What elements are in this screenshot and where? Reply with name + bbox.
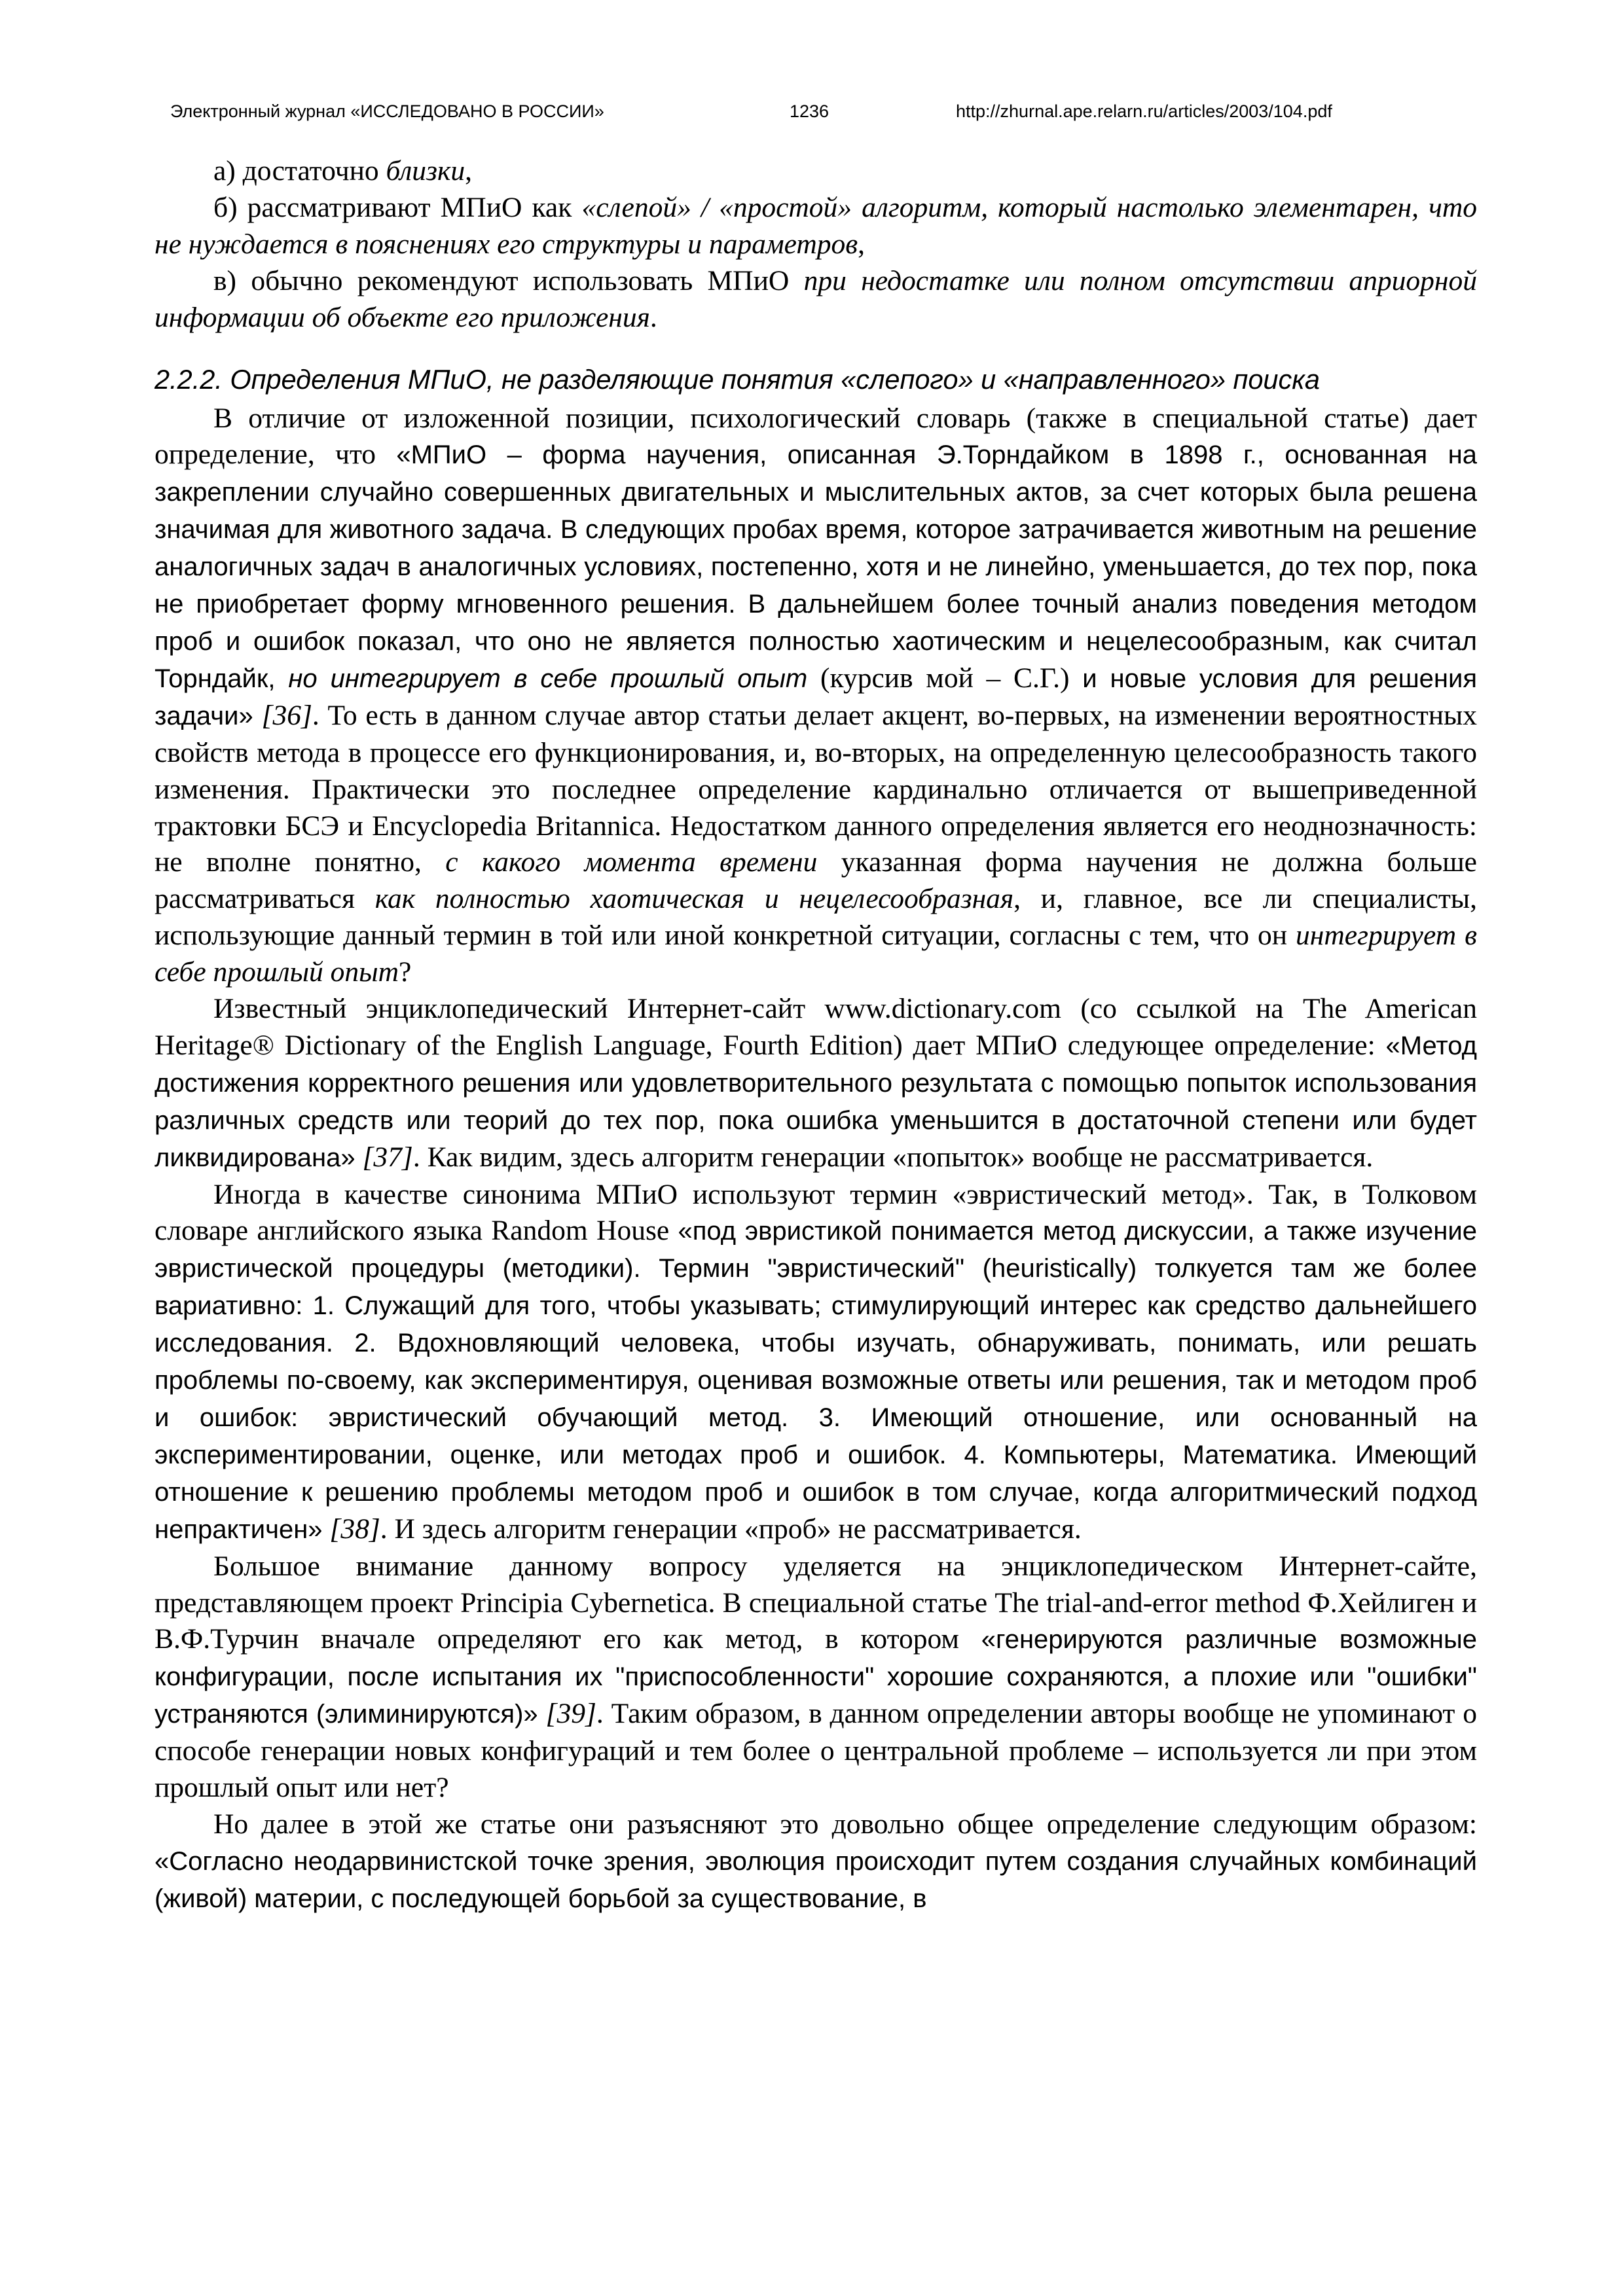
quote: и новые условия для решения задачи» (155, 664, 1477, 730)
paragraph-principia-cybernetica: Большое внимание данному вопросу уделяется на энциклопедическом Интернет-сайте, представляющем проект Principia Cybernetica. В специальной статье The trial-and-error method Ф.Хейлиген и В.Ф.Турчин вначале определяют его как метод, в котором «генерируются различные возможные конфигурации, после испытания их "приспособленности" хорошие сохраняются, а плохие или "ошибки" устраняются (элиминируются)» [39]. Таким образом, в данном определении авторы вообще не упоминают о способе генерации новых конфигураций и тем более о центральной проблеме – используется ли при этом прошлый опыт или нет? (155, 1550, 1477, 1804)
citation: [39] (545, 1698, 596, 1730)
paragraph-dictionary-com: Известный энциклопедический Интернет-сайт www.dictionary.com (со ссылкой на The American Heritage® Dictionary of the English Language, Fourth Edition) дает МПиО следующее определение: «Метод достижения корректного решения или удовлетворительного результата с помощью попыток использования различных средств или теорий до тех пор, пока ошибка уменьшится в достаточной степени или будет ликвидирована» [37]. Как видим, здесь алгоритм генерации «попыток» вообще не рассматривается. (155, 993, 1477, 1173)
list-item-c: в) обычно рекомендуют использовать МПиО при недостатке или полном отсутствии априорной информации об объекте его приложения. (155, 264, 1477, 333)
quote: «МПиО – форма научения, описанная Э.Торндайком в 1898 г., основанная на закреплении случайно совершенных двигательных и мыслительных актов, за счет которых была решена значимая для животного задача. В следующих пробах время, которое затрачивается животным на решение аналогичных задач в аналогичных условиях, постепенно, хотя и не линейно, уменьшается, до тех пор, пока не приобретает форму мгновенного решения. В дальнейшем более точный анализ поведения методом проб и ошибок показал, что оно не является полностью хаотическим и нецелесообразным, как считал Торндайк, (155, 440, 1477, 693)
page-header (170, 98, 1453, 124)
list-item-a: а) достаточно близки, (213, 155, 472, 187)
citation: [36] (261, 699, 312, 731)
citation: [38] (329, 1513, 380, 1545)
article-url: http://zhurnal.ape.relarn.ru/articles/2003/104.pdf (956, 101, 1332, 121)
paragraph-neodarwinist: Но далее в этой же статье они разъясняют это довольно общее определение следующим образом: «Согласно неодарвинистской точке зрения, эволюция происходит путем создания случайных комбинаций (живой) материи, с последующей борьбой за существование, в (155, 1808, 1477, 1913)
paragraph-psych-dictionary: В отличие от изложенной позиции, психологический словарь (также в специальной статье) дает определение, что «МПиО – форма научения, описанная Э.Торндайком в 1898 г., основанная на закреплении случайно совершенных двигательных и мыслительных актов, за счет которых была решена значимая для животного задача. В следующих пробах время, которое затрачивается животным на решение аналогичных задач в аналогичных условиях, постепенно, хотя и не линейно, уменьшается, до тех пор, пока не приобретает форму мгновенного решения. В дальнейшем более точный анализ поведения методом проб и ошибок показал, что оно не является полностью хаотическим и нецелесообразным, как считал Торндайк, но интегрирует в себе прошлый опыт (курсив мой – С.Г.) и новые условия для решения задачи» [36]. То есть в данном случае автор статьи делает акцент, во-первых, на изменении вероятностных свойств метода в процессе его функционирования, и, во-вторых, на определенную целесообразность такого изменения. Практически это последнее определение кардинально отличается от вышеприведенной трактовки БСЭ и Encyclopedia Britannica. Недостатком данного определения является его неоднозначность: не вполне понятно, с какого момента времени указанная форма научения не должна больше рассматриваться как полностью хаотическая и нецелесообразная, и, главное, все ли специалисты, использующие данный термин в той или иной конкретной ситуации, согласны с тем, что он интегрирует в себе прошлый опыт? (155, 402, 1478, 988)
quote: «генерируются различные возможные конфигурации, после испытания их "приспособленности" хорошие сохраняются, а плохие или "ошибки" устраняются (элиминируются)» (155, 1625, 1477, 1729)
page-number: 1236 (790, 101, 830, 121)
quote: «Согласно неодарвинистской точке зрения, эволюция происходит путем создания случайных комбинаций (живой) материи, с последующей борьбой за существование, в (155, 1846, 1477, 1913)
paragraph-random-house: Иногда в качестве синонима МПиО используют термин «эвристический метод». Так, в Толковом словаре английского языка Random House «под эвристикой понимается метод дискуссии, а также изучение эвристической процедуры (методики). Термин "эвристический" (heuristically) толкуется там же более вариативно: 1. Служащий для того, чтобы указывать; стимулирующий интерес как средство дальнейшего исследования. 2. Вдохновляющий человека, чтобы изучать, обнаруживать, понимать, или решать проблемы по-своему, как экспериментируя, оценивая возможные ответы или решения, так и методом проб и ошибок: эвристический обучающий метод. 3. Имеющий отношение, или основанный на экспериментировании, оценке, или методах проб и ошибок. 4. Компьютеры, Математика. Имеющий отношение к решению проблемы методом проб и ошибок в том случае, когда алгоритмический подход непрактичен» [38]. И здесь алгоритм генерации «проб» не рассматривается. (155, 1178, 1477, 1545)
quote: «Метод достижения корректного решения или удовлетворительного результата с помощью попыток использования различных средств или теорий до тех пор, пока ошибка уменьшится в достаточной степени или будет ликвидирована» (155, 1031, 1477, 1172)
article-body (155, 153, 1477, 1918)
citation: [37] (362, 1141, 413, 1173)
journal-title: Электронный журнал «ИССЛЕДОВАНО В РОССИИ» (170, 101, 604, 121)
quote: «под эвристикой понимается метод дискуссии, а также изучение эвристической процедуры (методики). Термин "эвристический" (heuristically) толкуется там же более вариативно: 1. Служащий для того, чтобы указывать; стимулирующий интерес как средство дальнейшего исследования. 2. Вдохновляющий человека, чтобы изучать, обнаруживать, понимать, или решать проблемы по-своему, как экспериментируя, оценивая возможные ответы или решения, так и методом проб и ошибок: эвристический обучающий метод. 3. Имеющий отношение, или основанный на экспериментировании, оценке, или методах проб и ошибок. 4. Компьютеры, Математика. Имеющий отношение к решению проблемы методом проб и ошибок в том случае, когда алгоритмический подход непрактичен» (155, 1217, 1477, 1544)
quote-italic: но интегрирует в себе прошлый опыт (288, 664, 808, 693)
list-item-b: б) рассматривают МПиО как «слепой» / «простой» алгоритм, который настолько элементарен, что не нуждается в пояснениях его структуры и параметров, (155, 191, 1477, 260)
section-heading: 2.2.2. Определения МПиО, не разделяющие понятия «слепого» и «направленного» поиска (155, 363, 1320, 395)
